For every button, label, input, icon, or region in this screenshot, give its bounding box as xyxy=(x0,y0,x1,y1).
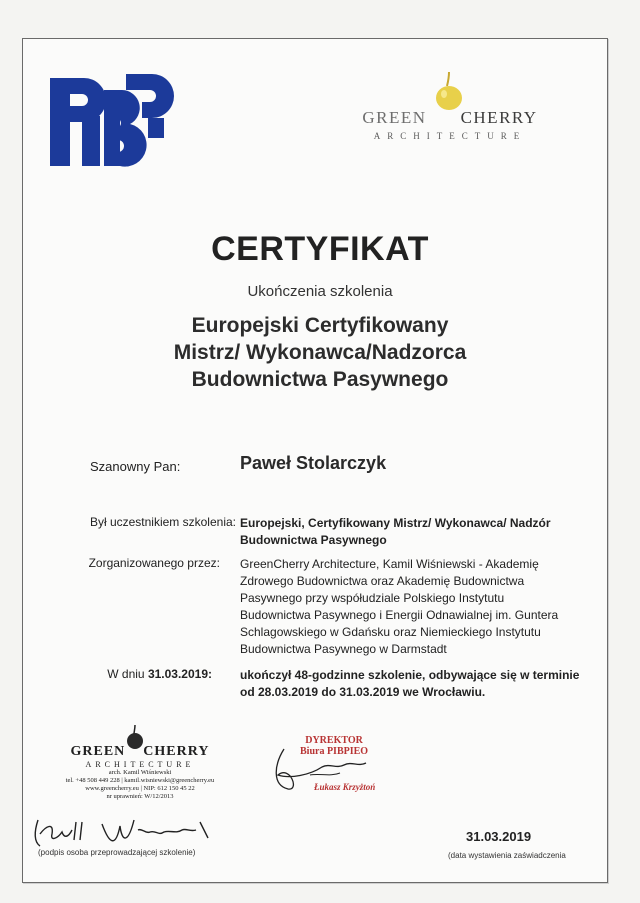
stamp-line: tel. +48 508 449 228 | kamil.wisniewski@greencherry.eu xyxy=(65,777,215,784)
organizer-value xyxy=(240,556,558,658)
participant-line: Europejski, Certyfikowany Mistrz/ Wykonawca/ Nadzór xyxy=(240,516,551,530)
director-stamp xyxy=(270,735,400,815)
stamp-subtitle: ARCHITECTURE xyxy=(85,760,195,769)
stamp-name-right: CHERRY xyxy=(143,744,210,759)
gc-subtitle: ARCHITECTURE xyxy=(373,131,527,141)
date-label-prefix: W dniu xyxy=(107,667,145,681)
completion-line: ukończył 48-godzinne szkolenie, odbywające się w terminie xyxy=(240,668,580,682)
participant-label: Był uczestnikiem szkolenia: xyxy=(89,515,236,529)
director-name: Łukasz Krzyżtoń xyxy=(314,782,376,792)
instructor-caption: (podpis osoba przeprowadzającej szkolenie) xyxy=(38,848,196,857)
organizer-line: Pasywnego przy współudziale Polskiego Instytutu xyxy=(240,591,505,605)
course-line: Mistrz/ Wykonawca/Nadzorca xyxy=(173,341,467,364)
recipient-label: Szanowny Pan: xyxy=(90,459,181,474)
organizer-line: Schlagowskiego w Gdańsku oraz Niemieckiego Instytutu xyxy=(240,625,541,639)
pibp-logo xyxy=(48,70,176,170)
gc-name-right: CHERRY xyxy=(460,108,538,127)
stamp-name-left: GREEN xyxy=(70,744,126,759)
organizer-line: Zdrowego Budownictwa oraz Akademię Budownictwa xyxy=(240,574,525,588)
organizer-label: Zorganizowanego przez: xyxy=(88,556,220,570)
participant-line: Budownictwa Pasywnego xyxy=(240,533,387,547)
certificate-title: CERTYFIKAT xyxy=(211,230,429,268)
issue-date: 31.03.2019 xyxy=(466,829,532,844)
date-label xyxy=(40,667,212,681)
green-cherry-stamp xyxy=(40,728,240,801)
instructor-signature xyxy=(30,812,230,852)
stamp-line: www.greencherry.eu | NIP: 612 150 45 22 xyxy=(85,785,195,792)
course-name xyxy=(0,312,640,393)
recipient-name: Paweł Stolarczyk xyxy=(240,453,387,473)
date-label-value: 31.03.2019: xyxy=(147,667,212,681)
organizer-line: Budownictwa Pasywnego i Energii Odnawialnej im. Guntera xyxy=(240,608,559,622)
organizer-line: GreenCherry Architecture, Kamil Wiśniewski - Akademię xyxy=(240,557,539,571)
gc-name-left: GREEN xyxy=(362,108,427,127)
issue-date-caption: (data wystawienia zaświadczenia xyxy=(448,851,566,860)
director-office: Biura PIBPIEO xyxy=(300,746,369,757)
stamp-line: arch. Kamil Wiśniewski xyxy=(108,769,172,776)
completion-line: od 28.03.2019 do 31.03.2019 we Wrocławiu. xyxy=(240,685,486,699)
green-cherry-logo xyxy=(350,70,550,140)
course-line: Budownictwa Pasywnego xyxy=(191,368,449,391)
organizer-line: Budownictwa Pasywnego w Darmstadt xyxy=(240,642,447,656)
director-title: DYREKTOR xyxy=(305,735,363,746)
course-line: Europejski Certyfikowany xyxy=(191,314,449,337)
completion-text xyxy=(240,667,579,701)
certificate-subtitle: Ukończenia szkolenia xyxy=(247,283,393,300)
participant-value xyxy=(240,515,551,549)
cherry-stamp-icon xyxy=(124,724,146,750)
cherry-icon xyxy=(432,70,466,112)
stamp-line: nr uprawnień: W/12/2013 xyxy=(106,793,174,800)
